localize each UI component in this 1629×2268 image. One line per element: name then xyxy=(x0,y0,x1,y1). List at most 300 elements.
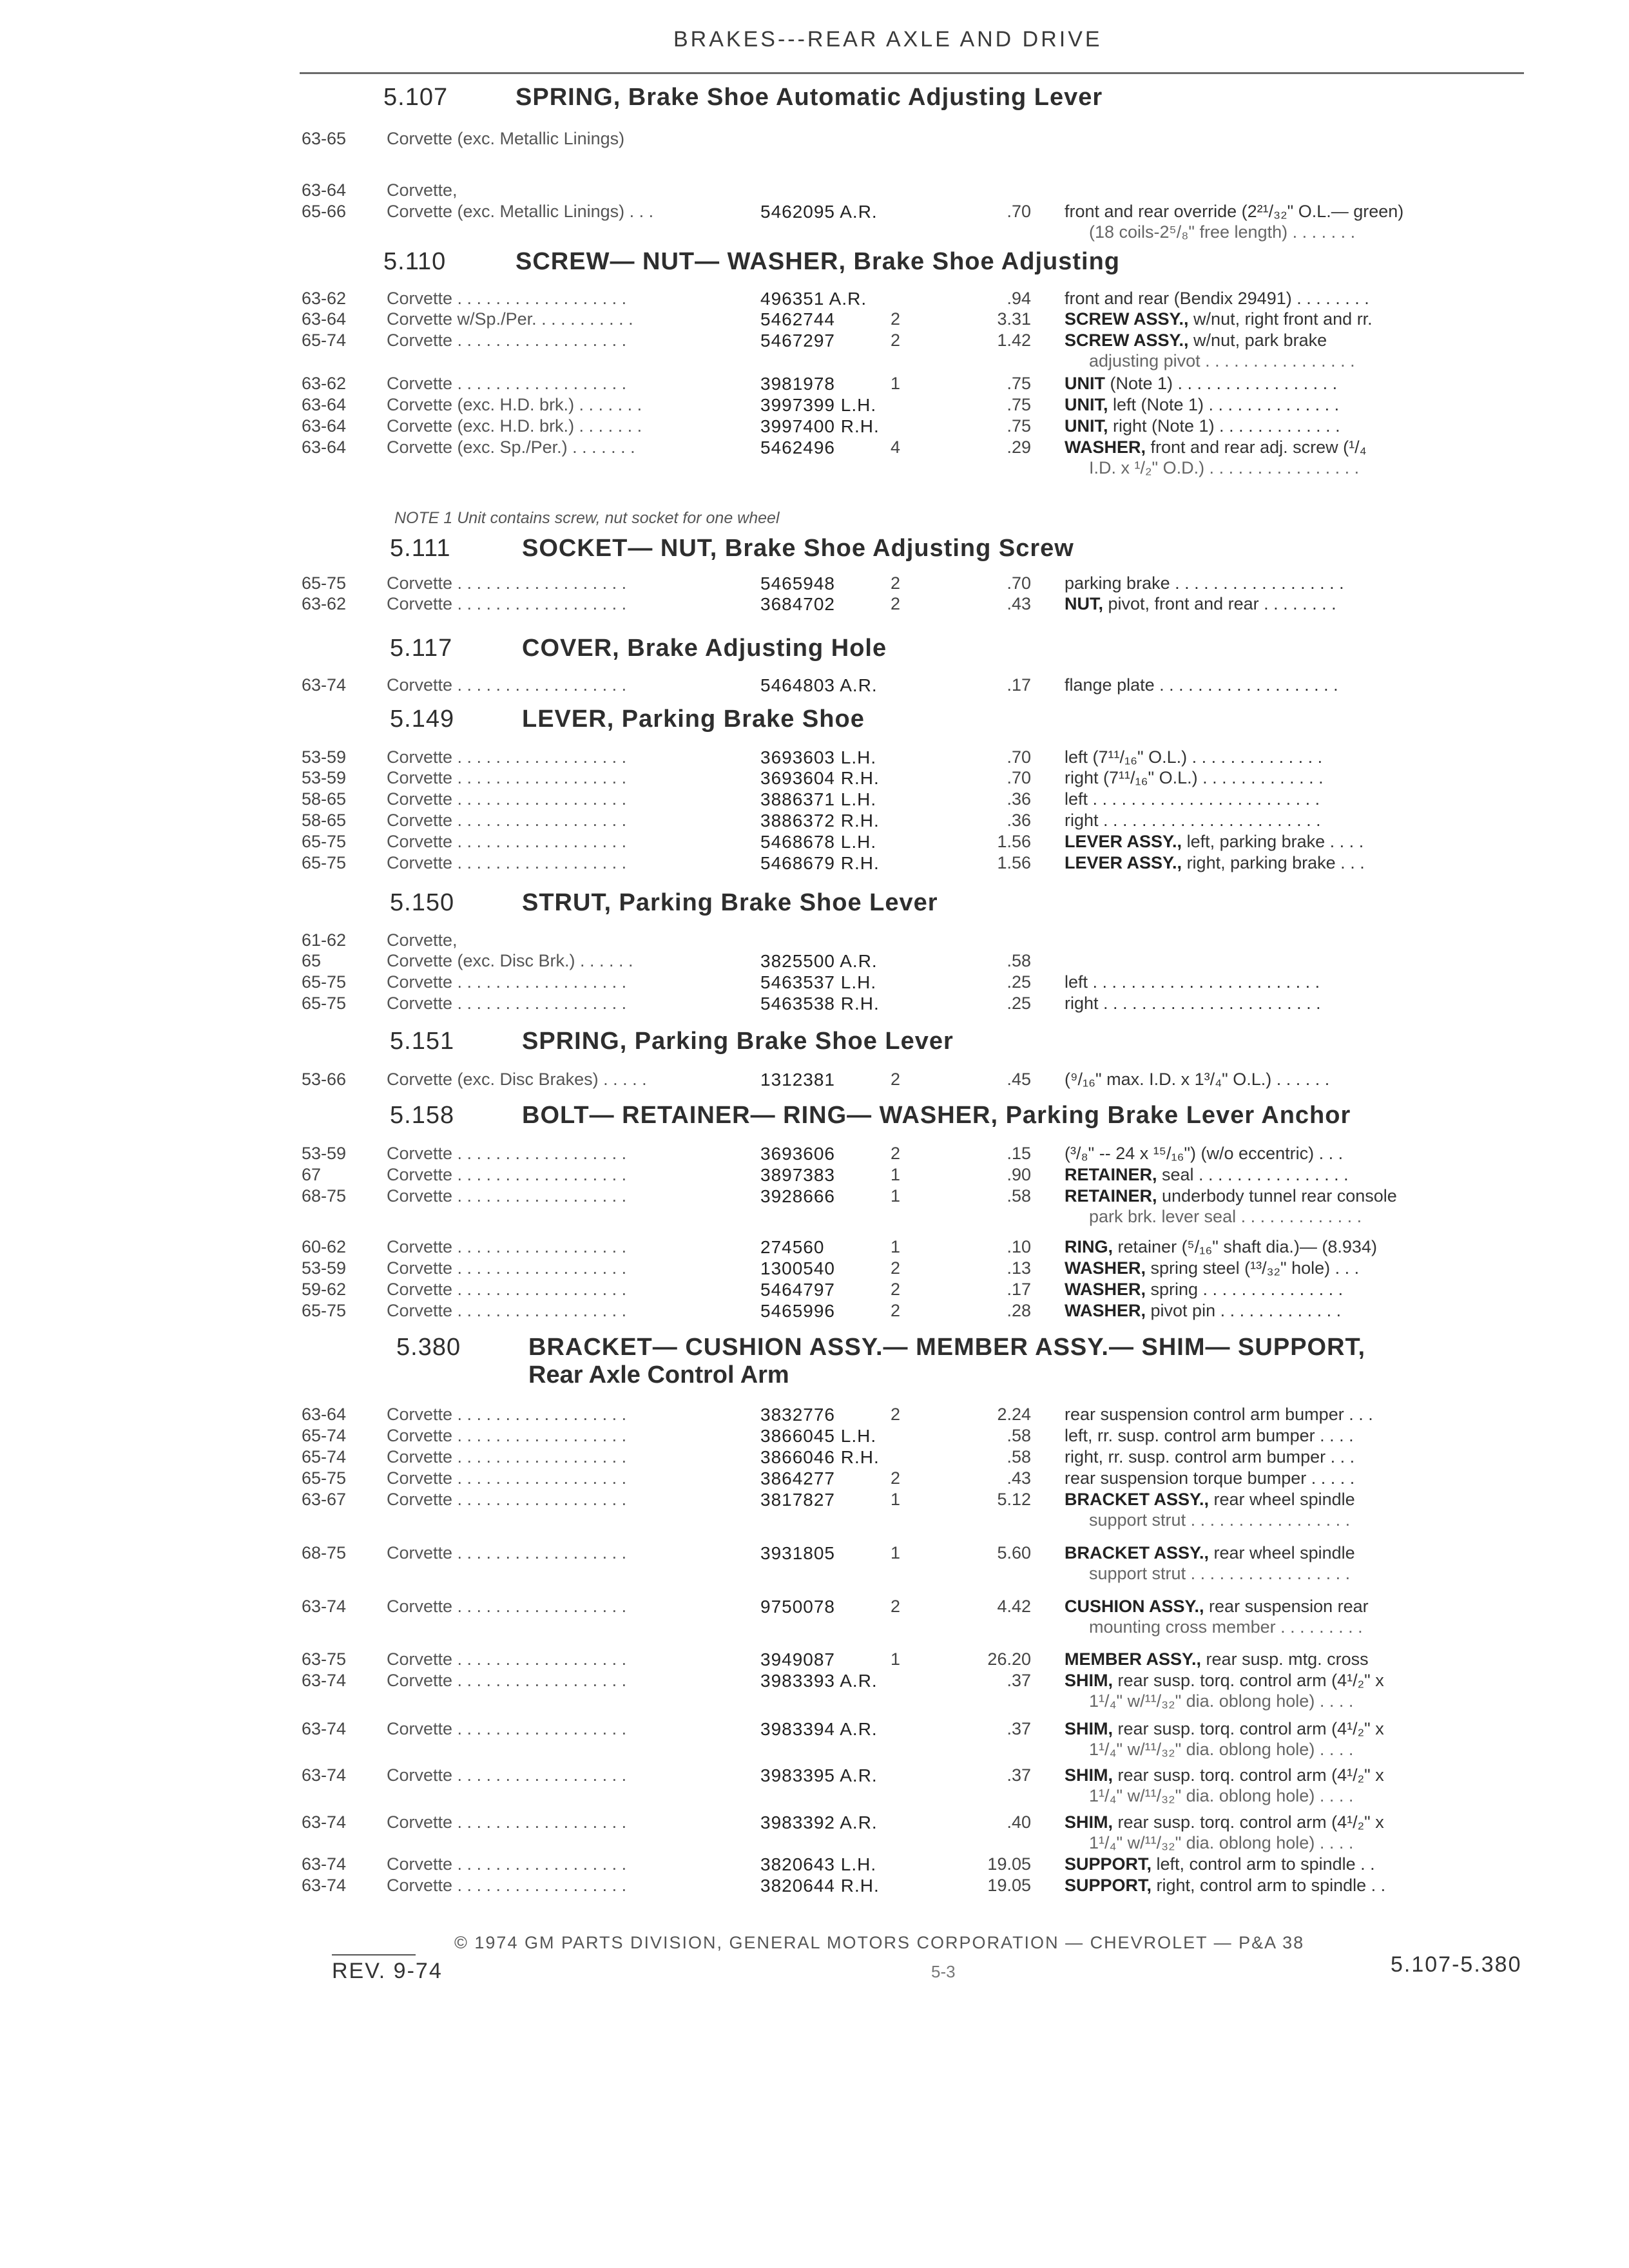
row-description-cont: adjusting pivot . . . . . . . . . . . . . . . . xyxy=(1089,351,1355,370)
row-quantity: 2 xyxy=(891,1070,901,1089)
row-price: .37 xyxy=(1007,1765,1031,1785)
row-description: UNIT, right (Note 1) . . . . . . . . . . . . . xyxy=(1065,416,1340,436)
row-price: .15 xyxy=(1007,1144,1031,1163)
row-part-number: 5467297 xyxy=(760,331,836,351)
row-years: 65 xyxy=(302,951,322,970)
row-model: Corvette . . . . . . . . . . . . . . . . . . xyxy=(387,768,627,787)
row-model: Corvette . . . . . . . . . . . . . . . . . . xyxy=(387,747,627,767)
row-price: .58 xyxy=(1007,1426,1031,1445)
row-price: .29 xyxy=(1007,437,1031,457)
row-description: (⁹/₁₆" max. I.D. x 1³/₄" O.L.) . . . . . . xyxy=(1065,1070,1330,1089)
table-row-continuation xyxy=(0,1691,1629,1717)
row-price: 4.42 xyxy=(997,1597,1031,1616)
row-model: Corvette . . . . . . . . . . . . . . . . . . xyxy=(387,1405,627,1424)
row-model: Corvette w/Sp./Per. . . . . . . . . . . xyxy=(387,309,633,329)
row-description-cont: (18 coils-2⁵/₈" free length) . . . . . . . xyxy=(1089,222,1356,242)
section-title xyxy=(383,84,1103,111)
row-years: 63-74 xyxy=(302,1765,347,1785)
section-number: 5.158 xyxy=(390,1102,455,1129)
row-price: .90 xyxy=(1007,1165,1031,1184)
row-years: 65-75 xyxy=(302,1468,347,1488)
row-years: 58-65 xyxy=(302,789,347,809)
section-title xyxy=(383,248,1120,276)
row-model: Corvette . . . . . . . . . . . . . . . . . . xyxy=(387,289,627,308)
row-description: RING, retainer (⁵/₁₆" shaft dia.)— (8.934) xyxy=(1065,1237,1377,1256)
row-years: 65-75 xyxy=(302,573,347,593)
row-price: .70 xyxy=(1007,573,1031,593)
row-description: RETAINER, seal . . . . . . . . . . . . . . . . xyxy=(1065,1165,1349,1184)
row-price: 2.24 xyxy=(997,1405,1031,1424)
row-model: Corvette . . . . . . . . . . . . . . . . . . xyxy=(387,1426,627,1445)
row-quantity: 1 xyxy=(891,1649,901,1669)
row-quantity: 2 xyxy=(891,594,901,613)
row-part-number: 3897383 xyxy=(760,1165,836,1185)
row-description: LEVER ASSY., left, parking brake . . . . xyxy=(1065,832,1364,851)
row-description: SHIM, rear susp. torq. control arm (4¹/₂" x xyxy=(1065,1765,1384,1785)
row-part-number: 5462095 A.R. xyxy=(760,202,878,222)
row-years: 65-74 xyxy=(302,1426,347,1445)
section-title-text: STRUT, Parking Brake Shoe Lever xyxy=(522,889,938,916)
row-description: right, rr. susp. control arm bumper . . . xyxy=(1065,1447,1355,1466)
row-model: Corvette (exc. Metallic Linings) xyxy=(387,129,625,148)
footer-section-range: 5.107-5.380 xyxy=(1391,1952,1522,1977)
row-description: BRACKET ASSY., rear wheel spindle xyxy=(1065,1490,1355,1509)
section-note: NOTE 1 Unit contains screw, nut socket for one wheel xyxy=(394,509,780,527)
row-part-number: 5464803 A.R. xyxy=(760,675,878,695)
row-model: Corvette, xyxy=(387,930,458,950)
footer-page-number: 5-3 xyxy=(931,1962,956,1981)
row-years: 63-67 xyxy=(302,1490,347,1509)
table-row-continuation xyxy=(0,458,1629,484)
row-description: UNIT (Note 1) . . . . . . . . . . . . . . . . . xyxy=(1065,374,1338,393)
table-row xyxy=(0,994,1629,1019)
row-years: 53-59 xyxy=(302,1258,347,1278)
row-description: RETAINER, underbody tunnel rear console xyxy=(1065,1186,1397,1206)
section-title-text: LEVER, Parking Brake Shoe xyxy=(522,706,865,733)
section-number: 5.149 xyxy=(390,706,455,733)
section-title xyxy=(396,1334,1365,1361)
row-price: .75 xyxy=(1007,416,1031,436)
row-part-number: 3931805 xyxy=(760,1543,836,1563)
row-price: .75 xyxy=(1007,374,1031,393)
row-description: left . . . . . . . . . . . . . . . . . . . . . . . . xyxy=(1065,972,1320,992)
row-part-number: 3820644 R.H. xyxy=(760,1876,880,1896)
row-years: 68-75 xyxy=(302,1543,347,1562)
row-years: 65-75 xyxy=(302,972,347,992)
row-price: .28 xyxy=(1007,1301,1031,1320)
row-part-number: 5464797 xyxy=(760,1280,836,1300)
row-quantity: 2 xyxy=(891,331,901,350)
row-model: Corvette . . . . . . . . . . . . . . . . . . xyxy=(387,1144,627,1163)
row-years: 68-75 xyxy=(302,1186,347,1206)
row-model: Corvette . . . . . . . . . . . . . . . . . . xyxy=(387,1649,627,1669)
section-title-text: SCREW— NUT— WASHER, Brake Shoe Adjusting xyxy=(516,248,1120,275)
row-price: .58 xyxy=(1007,1186,1031,1206)
row-description: NUT, pivot, front and rear . . . . . . . . xyxy=(1065,594,1336,613)
row-model: Corvette . . . . . . . . . . . . . . . . . . xyxy=(387,994,627,1013)
row-part-number: 3684702 xyxy=(760,594,836,614)
row-price: .10 xyxy=(1007,1237,1031,1256)
row-years: 63-75 xyxy=(302,1649,347,1669)
row-quantity: 2 xyxy=(891,1301,901,1320)
row-part-number: 3886371 L.H. xyxy=(760,789,877,809)
row-years: 60-62 xyxy=(302,1237,347,1256)
row-part-number: 3983392 A.R. xyxy=(760,1812,878,1832)
table-row xyxy=(0,853,1629,879)
section-number: 5.110 xyxy=(383,248,447,275)
row-years: 63-65 xyxy=(302,129,347,148)
row-description: flange plate . . . . . . . . . . . . . . . . . . . xyxy=(1065,675,1338,695)
row-description: SCREW ASSY., w/nut, park brake xyxy=(1065,331,1327,350)
row-description-cont: 1¹/₄" w/¹¹/₃₂" dia. oblong hole) . . . . xyxy=(1089,1691,1354,1711)
row-part-number: 3997400 R.H. xyxy=(760,416,880,436)
section-title xyxy=(390,1102,1351,1129)
table-row xyxy=(0,1070,1629,1095)
row-price: .17 xyxy=(1007,1280,1031,1299)
row-price: .70 xyxy=(1007,202,1031,221)
section-title xyxy=(390,635,887,662)
row-years: 63-74 xyxy=(302,1812,347,1832)
row-price: 1.56 xyxy=(997,832,1031,851)
section-title xyxy=(390,1028,954,1055)
footer-revision: REV. 9-74 xyxy=(332,1959,443,1983)
row-price: .70 xyxy=(1007,747,1031,767)
table-row xyxy=(0,594,1629,620)
row-quantity: 1 xyxy=(891,1165,901,1184)
row-quantity: 2 xyxy=(891,573,901,593)
row-part-number: 3886372 R.H. xyxy=(760,811,880,831)
row-part-number: 274560 xyxy=(760,1237,825,1257)
row-model: Corvette . . . . . . . . . . . . . . . . . . xyxy=(387,1165,627,1184)
row-part-number: 3825500 A.R. xyxy=(760,951,878,971)
row-quantity: 2 xyxy=(891,1258,901,1278)
row-model: Corvette, xyxy=(387,180,458,200)
row-part-number: 3817827 xyxy=(760,1490,836,1510)
row-years: 65-75 xyxy=(302,994,347,1013)
row-description: right . . . . . . . . . . . . . . . . . . . . . . . xyxy=(1065,811,1321,830)
row-description: rear suspension control arm bumper . . . xyxy=(1065,1405,1373,1424)
row-description: SUPPORT, right, control arm to spindle . . xyxy=(1065,1876,1386,1895)
row-part-number: 3866046 R.H. xyxy=(760,1447,880,1467)
row-years: 65-75 xyxy=(302,832,347,851)
section-number: 5.117 xyxy=(390,635,453,662)
table-row xyxy=(0,675,1629,701)
row-price: .43 xyxy=(1007,1468,1031,1488)
row-price: 19.05 xyxy=(987,1854,1031,1874)
row-price: .70 xyxy=(1007,768,1031,787)
row-model: Corvette . . . . . . . . . . . . . . . . . . xyxy=(387,1237,627,1256)
row-part-number: 5465948 xyxy=(760,573,836,593)
row-model: Corvette . . . . . . . . . . . . . . . . . . xyxy=(387,1543,627,1562)
section-number: 5.107 xyxy=(383,84,448,111)
row-description: parking brake . . . . . . . . . . . . . . . . . . xyxy=(1065,573,1344,593)
row-model: Corvette . . . . . . . . . . . . . . . . . . xyxy=(387,1468,627,1488)
row-years: 65-66 xyxy=(302,202,347,221)
table-row xyxy=(0,1301,1629,1327)
row-years: 63-74 xyxy=(302,1671,347,1690)
row-years: 63-64 xyxy=(302,395,347,414)
row-model: Corvette . . . . . . . . . . . . . . . . . . xyxy=(387,1301,627,1320)
row-description: WASHER, front and rear adj. screw (¹/₄ xyxy=(1065,437,1367,457)
row-part-number: 5463538 R.H. xyxy=(760,994,880,1014)
row-years: 63-64 xyxy=(302,180,347,200)
section-title-text: SPRING, Brake Shoe Automatic Adjusting Lever xyxy=(516,84,1103,111)
row-price: .37 xyxy=(1007,1719,1031,1738)
section-title xyxy=(390,706,865,733)
row-price: .58 xyxy=(1007,1447,1031,1466)
row-price: .40 xyxy=(1007,1812,1031,1832)
row-part-number: 3983394 A.R. xyxy=(760,1719,878,1739)
row-price: 5.60 xyxy=(997,1543,1031,1562)
row-model: Corvette . . . . . . . . . . . . . . . . . . xyxy=(387,832,627,851)
row-years: 65-74 xyxy=(302,331,347,350)
row-model: Corvette . . . . . . . . . . . . . . . . . . xyxy=(387,1490,627,1509)
row-years: 53-59 xyxy=(302,768,347,787)
row-price: 19.05 xyxy=(987,1876,1031,1895)
table-row-continuation xyxy=(0,1207,1629,1233)
row-model: Corvette . . . . . . . . . . . . . . . . . . xyxy=(387,1280,627,1299)
row-model: Corvette . . . . . . . . . . . . . . . . . . xyxy=(387,1258,627,1278)
section-title xyxy=(390,889,938,917)
row-part-number: 3983393 A.R. xyxy=(760,1671,878,1691)
row-part-number: 3864277 xyxy=(760,1468,836,1488)
section-title-text: SPRING, Parking Brake Shoe Lever xyxy=(522,1028,954,1055)
table-row xyxy=(0,1876,1629,1901)
row-description: SHIM, rear susp. torq. control arm (4¹/₂" x xyxy=(1065,1812,1384,1832)
row-model: Corvette . . . . . . . . . . . . . . . . . . xyxy=(387,1447,627,1466)
row-quantity: 2 xyxy=(891,309,901,329)
row-description: UNIT, left (Note 1) . . . . . . . . . . . . . . xyxy=(1065,395,1340,414)
row-quantity: 4 xyxy=(891,437,901,457)
table-row-continuation xyxy=(0,1740,1629,1765)
row-quantity: 1 xyxy=(891,1186,901,1206)
row-part-number: 3693604 R.H. xyxy=(760,768,880,788)
row-years: 63-74 xyxy=(302,675,347,695)
row-quantity: 1 xyxy=(891,374,901,393)
row-description: left, rr. susp. control arm bumper . . . . xyxy=(1065,1426,1354,1445)
row-quantity: 1 xyxy=(891,1490,901,1509)
row-description: WASHER, spring steel (¹³/₃₂" hole) . . . xyxy=(1065,1258,1360,1278)
row-model: Corvette . . . . . . . . . . . . . . . . . . xyxy=(387,1671,627,1690)
row-quantity: 1 xyxy=(891,1543,901,1562)
row-model: Corvette (exc. Disc Brakes) . . . . . xyxy=(387,1070,647,1089)
row-description: front and rear (Bendix 29491) . . . . . . . . xyxy=(1065,289,1369,308)
row-years: 59-62 xyxy=(302,1280,347,1299)
row-description-cont: I.D. x ¹/₂" O.D.) . . . . . . . . . . . . . . . . xyxy=(1089,458,1360,477)
row-years: 61-62 xyxy=(302,930,347,950)
row-part-number: 5465996 xyxy=(760,1301,836,1321)
row-part-number: 3997399 L.H. xyxy=(760,395,877,415)
row-part-number: 1300540 xyxy=(760,1258,836,1278)
footer-rule xyxy=(332,1954,416,1956)
footer-copyright: © 1974 GM PARTS DIVISION, GENERAL MOTORS CORPORATION — CHEVROLET — P&A 38 xyxy=(454,1933,1305,1952)
row-part-number: 1312381 xyxy=(760,1070,836,1090)
row-model: Corvette . . . . . . . . . . . . . . . . . . xyxy=(387,1597,627,1616)
row-description: WASHER, spring . . . . . . . . . . . . . . . xyxy=(1065,1280,1344,1299)
row-description: right . . . . . . . . . . . . . . . . . . . . . . . xyxy=(1065,994,1321,1013)
row-price: .25 xyxy=(1007,972,1031,992)
row-description: WASHER, pivot pin . . . . . . . . . . . . . xyxy=(1065,1301,1342,1320)
row-quantity: 2 xyxy=(891,1597,901,1616)
row-years: 63-62 xyxy=(302,289,347,308)
row-description: BRACKET ASSY., rear wheel spindle xyxy=(1065,1543,1355,1562)
table-row-continuation xyxy=(0,351,1629,377)
row-description: rear suspension torque bumper . . . . . xyxy=(1065,1468,1355,1488)
section-number: 5.111 xyxy=(390,535,451,562)
table-row-continuation xyxy=(0,1564,1629,1590)
row-description: CUSHION ASSY., rear suspension rear xyxy=(1065,1597,1369,1616)
row-price: .37 xyxy=(1007,1671,1031,1690)
row-description-cont: park brk. lever seal . . . . . . . . . . . . . xyxy=(1089,1207,1362,1226)
row-years: 63-64 xyxy=(302,1405,347,1424)
row-part-number: 3983395 A.R. xyxy=(760,1765,878,1785)
row-quantity: 2 xyxy=(891,1280,901,1299)
row-description: SHIM, rear susp. torq. control arm (4¹/₂" x xyxy=(1065,1671,1384,1690)
row-years: 63-74 xyxy=(302,1854,347,1874)
row-model: Corvette . . . . . . . . . . . . . . . . . . xyxy=(387,1876,627,1895)
row-years: 63-74 xyxy=(302,1597,347,1616)
row-model: Corvette (exc. Metallic Linings) . . . xyxy=(387,202,654,221)
row-description-cont: support strut . . . . . . . . . . . . . . . . . xyxy=(1089,1564,1351,1583)
row-model: Corvette . . . . . . . . . . . . . . . . . . xyxy=(387,1765,627,1785)
row-description-cont: support strut . . . . . . . . . . . . . . . . . xyxy=(1089,1510,1351,1530)
row-price: 5.12 xyxy=(997,1490,1031,1509)
row-years: 63-62 xyxy=(302,374,347,393)
header-rule xyxy=(300,72,1524,74)
row-model: Corvette (exc. Sp./Per.) . . . . . . . xyxy=(387,437,635,457)
row-model: Corvette . . . . . . . . . . . . . . . . . . xyxy=(387,1854,627,1874)
section-number: 5.150 xyxy=(390,889,455,916)
row-model: Corvette . . . . . . . . . . . . . . . . . . xyxy=(387,594,627,613)
row-model: Corvette (exc. H.D. brk.) . . . . . . . xyxy=(387,395,642,414)
row-years: 65-74 xyxy=(302,1447,347,1466)
row-model: Corvette . . . . . . . . . . . . . . . . . . xyxy=(387,972,627,992)
section-title xyxy=(390,535,1074,562)
row-quantity: 2 xyxy=(891,1405,901,1424)
row-model: Corvette . . . . . . . . . . . . . . . . . . xyxy=(387,1186,627,1206)
row-quantity: 1 xyxy=(891,1237,901,1256)
section-title-text: COVER, Brake Adjusting Hole xyxy=(522,635,887,662)
row-part-number: 5462744 xyxy=(760,309,836,329)
row-model: Corvette . . . . . . . . . . . . . . . . . . xyxy=(387,675,627,695)
row-description-cont: 1¹/₄" w/¹¹/₃₂" dia. oblong hole) . . . . xyxy=(1089,1833,1354,1852)
row-model: Corvette . . . . . . . . . . . . . . . . . . xyxy=(387,811,627,830)
row-description-cont: mounting cross member . . . . . . . . . xyxy=(1089,1617,1363,1637)
row-price: .36 xyxy=(1007,811,1031,830)
section-number: 5.151 xyxy=(390,1028,455,1055)
row-description-cont: 1¹/₄" w/¹¹/₃₂" dia. oblong hole) . . . . xyxy=(1089,1740,1354,1759)
table-row-continuation xyxy=(0,1617,1629,1643)
row-description: MEMBER ASSY., rear susp. mtg. cross xyxy=(1065,1649,1369,1669)
row-description: LEVER ASSY., right, parking brake . . . xyxy=(1065,853,1365,872)
row-price: 3.31 xyxy=(997,309,1031,329)
row-part-number: 5468679 R.H. xyxy=(760,853,880,873)
row-model: Corvette . . . . . . . . . . . . . . . . . . xyxy=(387,789,627,809)
row-description: SHIM, rear susp. torq. control arm (4¹/₂" x xyxy=(1065,1719,1384,1738)
row-model: Corvette . . . . . . . . . . . . . . . . . . xyxy=(387,573,627,593)
row-years: 63-64 xyxy=(302,416,347,436)
row-years: 53-59 xyxy=(302,1144,347,1163)
row-part-number: 3866045 L.H. xyxy=(760,1426,877,1446)
row-years: 53-66 xyxy=(302,1070,347,1089)
row-model: Corvette . . . . . . . . . . . . . . . . . . xyxy=(387,853,627,872)
row-description: SCREW ASSY., w/nut, right front and rr. xyxy=(1065,309,1373,329)
row-quantity: 2 xyxy=(891,1144,901,1163)
row-description: (³/₈" -- 24 x ¹⁵/₁₆") (w/o eccentric) . . . xyxy=(1065,1144,1344,1163)
row-price: 26.20 xyxy=(987,1649,1031,1669)
section-title-text: SOCKET— NUT, Brake Shoe Adjusting Screw xyxy=(522,535,1074,562)
row-price: .17 xyxy=(1007,675,1031,695)
section-title-text: BOLT— RETAINER— RING— WASHER, Parking Brake Lever Anchor xyxy=(522,1102,1351,1129)
table-row-continuation xyxy=(0,1510,1629,1536)
row-years: 63-74 xyxy=(302,1719,347,1738)
row-description-cont: 1¹/₄" w/¹¹/₃₂" dia. oblong hole) . . . . xyxy=(1089,1786,1354,1805)
table-row xyxy=(0,129,1629,155)
row-part-number: 3693603 L.H. xyxy=(760,747,877,767)
page-header-title: BRAKES---REAR AXLE AND DRIVE xyxy=(673,27,1103,52)
row-description: right (7¹¹/₁₆" O.L.) . . . . . . . . . . . . . xyxy=(1065,768,1324,787)
row-price: .25 xyxy=(1007,994,1031,1013)
row-part-number: 9750078 xyxy=(760,1597,836,1617)
section-number: 5.380 xyxy=(396,1334,461,1361)
row-years: 65-75 xyxy=(302,1301,347,1320)
row-description: SUPPORT, left, control arm to spindle . . xyxy=(1065,1854,1375,1874)
row-price: .58 xyxy=(1007,951,1031,970)
row-model: Corvette (exc. Disc Brk.) . . . . . . xyxy=(387,951,633,970)
row-part-number: 496351 A.R. xyxy=(760,289,867,309)
row-price: .36 xyxy=(1007,789,1031,809)
row-price: .13 xyxy=(1007,1258,1031,1278)
row-part-number: 5463537 L.H. xyxy=(760,972,877,992)
row-description: left (7¹¹/₁₆" O.L.) . . . . . . . . . . . . . . xyxy=(1065,747,1323,767)
row-part-number: 5462496 xyxy=(760,437,836,457)
row-years: 63-64 xyxy=(302,437,347,457)
row-model: Corvette (exc. H.D. brk.) . . . . . . . xyxy=(387,416,642,436)
row-description: front and rear override (2²¹/₃₂" O.L.— green) xyxy=(1065,202,1404,221)
section-title-text: BRACKET— CUSHION ASSY.— MEMBER ASSY.— SHIM— SUPPORT, xyxy=(528,1334,1366,1361)
row-part-number: 5468678 L.H. xyxy=(760,832,877,852)
table-row-continuation xyxy=(0,1786,1629,1812)
row-model: Corvette . . . . . . . . . . . . . . . . . . xyxy=(387,374,627,393)
row-years: 63-64 xyxy=(302,309,347,329)
row-years: 58-65 xyxy=(302,811,347,830)
row-years: 67 xyxy=(302,1165,322,1184)
row-price: .75 xyxy=(1007,395,1031,414)
table-row-continuation xyxy=(0,222,1629,248)
row-years: 63-62 xyxy=(302,594,347,613)
row-price: 1.56 xyxy=(997,853,1031,872)
row-part-number: 3693606 xyxy=(760,1144,836,1164)
row-model: Corvette . . . . . . . . . . . . . . . . . . xyxy=(387,331,627,350)
section-subtitle: Rear Axle Control Arm xyxy=(528,1361,789,1389)
row-description: left . . . . . . . . . . . . . . . . . . . . . . . . xyxy=(1065,789,1320,809)
row-price: .45 xyxy=(1007,1070,1031,1089)
row-part-number: 3981978 xyxy=(760,374,836,394)
row-quantity: 2 xyxy=(891,1468,901,1488)
row-price: .43 xyxy=(1007,594,1031,613)
row-years: 65-75 xyxy=(302,853,347,872)
row-part-number: 3832776 xyxy=(760,1405,836,1425)
row-part-number: 3928666 xyxy=(760,1186,836,1206)
row-years: 63-74 xyxy=(302,1876,347,1895)
row-years: 53-59 xyxy=(302,747,347,767)
row-model: Corvette . . . . . . . . . . . . . . . . . . xyxy=(387,1719,627,1738)
row-part-number: 3949087 xyxy=(760,1649,836,1669)
row-part-number: 3820643 L.H. xyxy=(760,1854,877,1874)
row-price: .94 xyxy=(1007,289,1031,308)
row-price: 1.42 xyxy=(997,331,1031,350)
row-model: Corvette . . . . . . . . . . . . . . . . . . xyxy=(387,1812,627,1832)
